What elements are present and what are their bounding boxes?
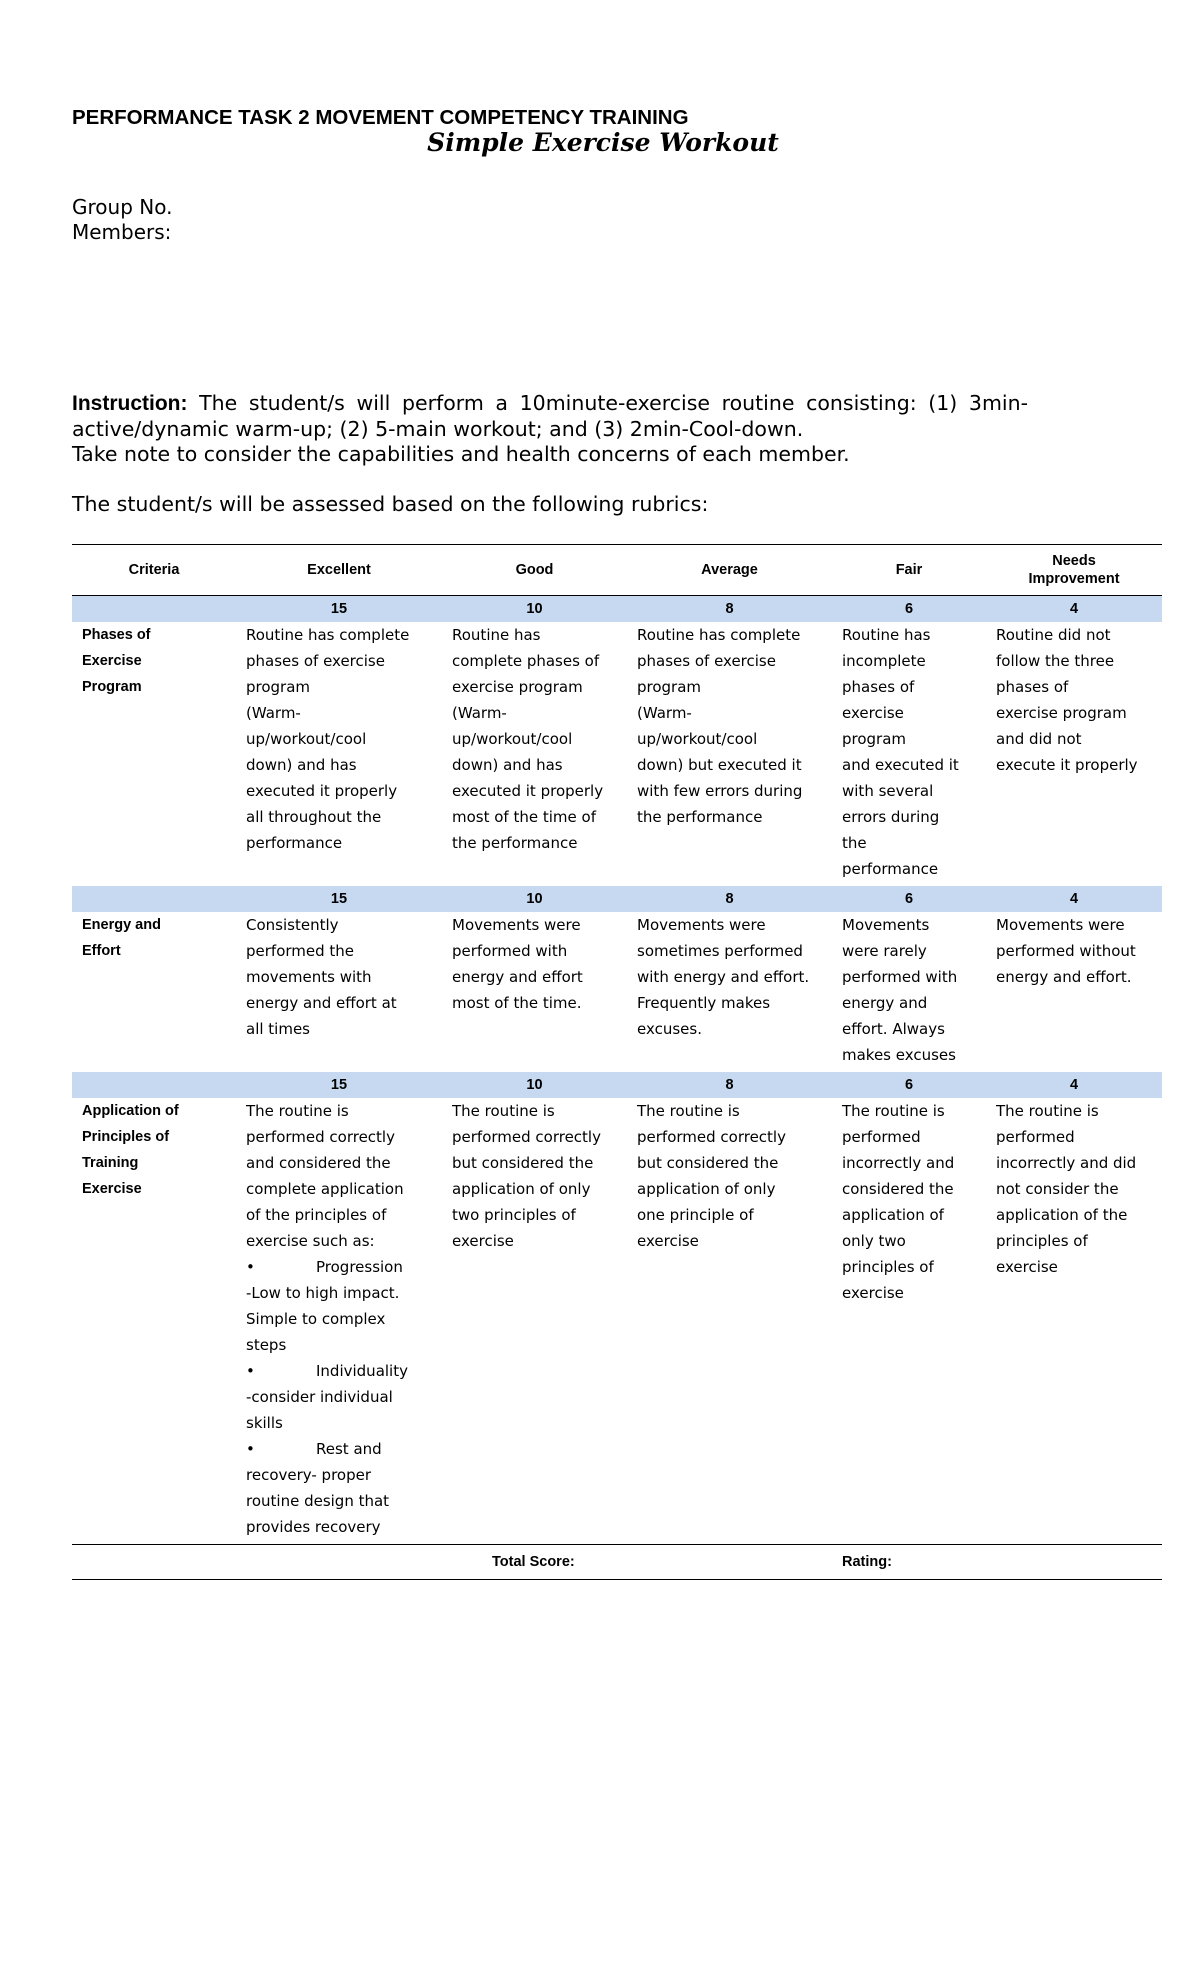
score-blank-cell	[72, 596, 236, 623]
descriptor-cell-needs	[986, 912, 1162, 1072]
total-row	[72, 1545, 1162, 1580]
descriptor-line: and did not	[996, 730, 1082, 748]
score-cell-fair: 6	[832, 596, 986, 623]
descriptor-line: follow the three	[996, 652, 1115, 670]
descriptor-line: application of only	[637, 1180, 776, 1198]
bullet-detail-line: -Low to high impact.	[246, 1284, 400, 1302]
descriptor-cell-average	[627, 1098, 832, 1545]
criteria-line: Exercise	[82, 653, 142, 669]
descriptor-cell-fair	[832, 622, 986, 886]
bullet-title: Individuality	[316, 1362, 408, 1380]
descriptor-line: program	[842, 730, 907, 748]
score-cell-excellent: 15	[236, 886, 442, 912]
descriptor-line: of the principles of	[246, 1206, 387, 1224]
descriptor-line: two principles of	[452, 1206, 576, 1224]
group-number-label: Group No.	[72, 195, 173, 219]
header-excellent: Excellent	[236, 545, 442, 596]
score-cell-fair: 6	[832, 886, 986, 912]
bullet-detail-line: steps	[246, 1336, 287, 1354]
descriptor-cell-fair	[832, 912, 986, 1072]
descriptor-line: down) and has	[246, 756, 357, 774]
header-improvement-line: Improvement	[1028, 571, 1120, 587]
descriptor-line: Routine has	[842, 626, 931, 644]
rubric-header-row	[72, 545, 1162, 596]
descriptor-line: performed the	[246, 942, 355, 960]
descriptor-line: Routine has complete	[637, 626, 801, 644]
descriptor-line: Routine did not	[996, 626, 1111, 644]
bullet-detail-line: recovery- proper	[246, 1466, 372, 1484]
descriptor-line: up/workout/cool	[246, 730, 367, 748]
descriptor-line: effort. Always	[842, 1020, 945, 1038]
descriptor-line: all times	[246, 1020, 310, 1038]
principle-bullet	[246, 1358, 436, 1384]
descriptor-line: up/workout/cool	[452, 730, 573, 748]
members-label: Members:	[72, 220, 172, 244]
instruction-note: Take note to consider the capabilities and health concerns of each member.	[72, 442, 850, 466]
score-row	[72, 596, 1162, 623]
descriptor-line: The routine is	[842, 1102, 945, 1120]
descriptor-line: down) and has	[452, 756, 563, 774]
descriptor-cell-fair	[832, 1098, 986, 1545]
descriptor-line: performance	[246, 834, 343, 852]
criteria-cell	[72, 912, 236, 1072]
descriptor-line: complete phases of	[452, 652, 600, 670]
header-needs-line: Needs	[1052, 553, 1096, 569]
instruction-label: Instruction:	[72, 392, 188, 415]
criteria-cell	[72, 1098, 236, 1545]
descriptor-cell-needs	[986, 622, 1162, 886]
descriptor-line: phases of exercise	[246, 652, 385, 670]
score-cell-excellent: 15	[236, 596, 442, 623]
descriptor-line: performed without	[996, 942, 1136, 960]
descriptor-line: phases of	[996, 678, 1069, 696]
descriptor-line: performance	[842, 860, 939, 878]
task-title: PERFORMANCE TASK 2 MOVEMENT COMPETENCY TRAINING	[72, 106, 689, 129]
descriptor-cell-excellent	[236, 912, 442, 1072]
score-cell-needs: 4	[986, 886, 1162, 912]
bullet-detail-line: Simple to complex	[246, 1310, 386, 1328]
descriptor-line: Movements were	[996, 916, 1125, 934]
descriptor-line: one principle of	[637, 1206, 754, 1224]
bullet-title: Rest and	[316, 1440, 382, 1458]
descriptor-line: program	[246, 678, 311, 696]
score-cell-good: 10	[442, 596, 627, 623]
descriptor-line: complete application	[246, 1180, 404, 1198]
instruction-paragraph	[72, 391, 1028, 468]
descriptor-line: Movements were	[637, 916, 766, 934]
descriptor-line: performed correctly	[246, 1128, 395, 1146]
bullet-title: Progression	[316, 1258, 403, 1276]
descriptor-line: exercise	[637, 1232, 699, 1250]
descriptor-cell-good	[442, 622, 627, 886]
descriptor-line: energy and effort at	[246, 994, 397, 1012]
score-row	[72, 886, 1162, 912]
descriptor-line: application of only	[452, 1180, 591, 1198]
header-needs-improvement	[986, 545, 1162, 596]
score-cell-average: 8	[627, 886, 832, 912]
header-criteria: Criteria	[72, 545, 236, 596]
workout-subtitle: Simple Exercise Workout	[427, 128, 779, 157]
bullet-dot: •	[246, 1440, 255, 1458]
descriptor-line: The routine is	[996, 1102, 1099, 1120]
criteria-row	[72, 912, 1162, 1072]
score-cell-average: 8	[627, 596, 832, 623]
descriptor-line: The routine is	[637, 1102, 740, 1120]
descriptor-line: performed with	[452, 942, 568, 960]
descriptor-line: Routine has	[452, 626, 541, 644]
descriptor-line: incorrectly and did	[996, 1154, 1137, 1172]
descriptor-line: The routine is	[246, 1102, 349, 1120]
descriptor-line: all throughout the	[246, 808, 382, 826]
descriptor-line: program	[637, 678, 702, 696]
descriptor-line: and considered the	[246, 1154, 391, 1172]
descriptor-line: energy and effort.	[996, 968, 1132, 986]
criteria-row	[72, 1098, 1162, 1545]
descriptor-line: application of	[842, 1206, 944, 1224]
descriptor-line: performed	[842, 1128, 921, 1146]
descriptor-line: were rarely	[842, 942, 927, 960]
criteria-line: Training	[82, 1155, 139, 1171]
descriptor-line: only two	[842, 1232, 906, 1250]
descriptor-line: performed correctly	[452, 1128, 601, 1146]
descriptor-line: down) but executed it	[637, 756, 802, 774]
header-good: Good	[442, 545, 627, 596]
descriptor-line: executed it properly	[246, 782, 398, 800]
score-cell-fair: 6	[832, 1072, 986, 1098]
descriptor-line: the performance	[452, 834, 578, 852]
descriptor-line: considered the	[842, 1180, 954, 1198]
principle-bullet	[246, 1436, 436, 1462]
bullet-detail-line: provides recovery	[246, 1518, 381, 1536]
descriptor-line: exercise	[452, 1232, 514, 1250]
descriptor-cell-excellent	[236, 622, 442, 886]
descriptor-line: but considered the	[637, 1154, 779, 1172]
bullet-dot: •	[246, 1362, 255, 1380]
descriptor-line: performed with	[842, 968, 958, 986]
descriptor-line: performed	[996, 1128, 1075, 1146]
descriptor-line: exercise program	[996, 704, 1127, 722]
bullet-detail-line: routine design that	[246, 1492, 390, 1510]
criteria-line: Effort	[82, 943, 121, 959]
descriptor-line: executed it properly	[452, 782, 604, 800]
criteria-line: Exercise	[82, 1181, 142, 1197]
score-cell-good: 10	[442, 886, 627, 912]
descriptor-line: exercise program	[452, 678, 583, 696]
criteria-line: Principles of	[82, 1129, 170, 1145]
descriptor-line: Frequently makes	[637, 994, 771, 1012]
descriptor-line: exercise such as:	[246, 1232, 375, 1250]
descriptor-line: phases of exercise	[637, 652, 776, 670]
descriptor-line: errors during	[842, 808, 940, 826]
descriptor-line: exercise	[842, 704, 904, 722]
descriptor-line: up/workout/cool	[637, 730, 758, 748]
descriptor-line: incomplete	[842, 652, 926, 670]
descriptor-line: and executed it	[842, 756, 959, 774]
descriptor-line: with energy and effort.	[637, 968, 810, 986]
descriptor-line: principles of	[996, 1232, 1088, 1250]
principle-bullet	[246, 1254, 436, 1280]
descriptor-line: not consider the	[996, 1180, 1119, 1198]
rating-label: Rating:	[832, 1545, 1162, 1580]
descriptor-line: energy and effort	[452, 968, 583, 986]
score-cell-needs: 4	[986, 1072, 1162, 1098]
descriptor-line: Movements	[842, 916, 930, 934]
descriptor-line: movements with	[246, 968, 372, 986]
total-score-label: Total Score:	[442, 1545, 832, 1580]
descriptor-line: performed correctly	[637, 1128, 786, 1146]
bullet-detail-line: -consider individual	[246, 1388, 393, 1406]
score-cell-good: 10	[442, 1072, 627, 1098]
descriptor-line: most of the time.	[452, 994, 582, 1012]
descriptor-line: principles of	[842, 1258, 934, 1276]
criteria-line: Phases of	[82, 627, 151, 643]
score-cell-needs: 4	[986, 596, 1162, 623]
descriptor-line: Consistently	[246, 916, 339, 934]
criteria-line: Energy and	[82, 917, 161, 933]
descriptor-line: the performance	[637, 808, 763, 826]
descriptor-line: energy and	[842, 994, 928, 1012]
descriptor-line: but considered the	[452, 1154, 594, 1172]
descriptor-cell-average	[627, 622, 832, 886]
score-blank-cell	[72, 886, 236, 912]
descriptor-line: sometimes performed	[637, 942, 803, 960]
descriptor-line: with several	[842, 782, 934, 800]
descriptor-line: application of the	[996, 1206, 1128, 1224]
score-blank-cell	[72, 1072, 236, 1098]
descriptor-cell-average	[627, 912, 832, 1072]
descriptor-line: makes excuses	[842, 1046, 956, 1064]
rubric-intro: The student/s will be assessed based on the following rubrics:	[72, 492, 709, 516]
descriptor-line: exercise	[842, 1284, 904, 1302]
criteria-line: Application of	[82, 1103, 179, 1119]
rubric-table	[72, 544, 1162, 1580]
descriptor-line: phases of	[842, 678, 915, 696]
descriptor-line: Movements were	[452, 916, 581, 934]
descriptor-line: execute it properly	[996, 756, 1138, 774]
descriptor-line: excuses.	[637, 1020, 702, 1038]
descriptor-line: with few errors during	[637, 782, 803, 800]
descriptor-line: (Warm-	[246, 704, 301, 722]
descriptor-cell-needs	[986, 1098, 1162, 1545]
score-cell-average: 8	[627, 1072, 832, 1098]
descriptor-line: The routine is	[452, 1102, 555, 1120]
descriptor-line: (Warm-	[637, 704, 692, 722]
criteria-cell	[72, 622, 236, 886]
bullet-dot: •	[246, 1258, 255, 1276]
descriptor-cell-excellent	[236, 1098, 442, 1545]
instruction-text: The student/s will perform a 10minute-exercise routine consisting: (1) 3min- active/dynamic warm-up; (2) 5-main workout; and (3) 2min-Cool-down.	[72, 391, 1028, 441]
descriptor-line: exercise	[996, 1258, 1058, 1276]
score-row	[72, 1072, 1162, 1098]
criteria-line: Program	[82, 679, 142, 695]
descriptor-line: (Warm-	[452, 704, 507, 722]
header-average: Average	[627, 545, 832, 596]
descriptor-line: incorrectly and	[842, 1154, 955, 1172]
criteria-row	[72, 622, 1162, 886]
header-fair: Fair	[832, 545, 986, 596]
descriptor-cell-good	[442, 912, 627, 1072]
descriptor-cell-good	[442, 1098, 627, 1545]
descriptor-line: Routine has complete	[246, 626, 410, 644]
descriptor-line: the	[842, 834, 867, 852]
bullet-detail-line: skills	[246, 1414, 283, 1432]
descriptor-line: most of the time of	[452, 808, 596, 826]
score-cell-excellent: 15	[236, 1072, 442, 1098]
